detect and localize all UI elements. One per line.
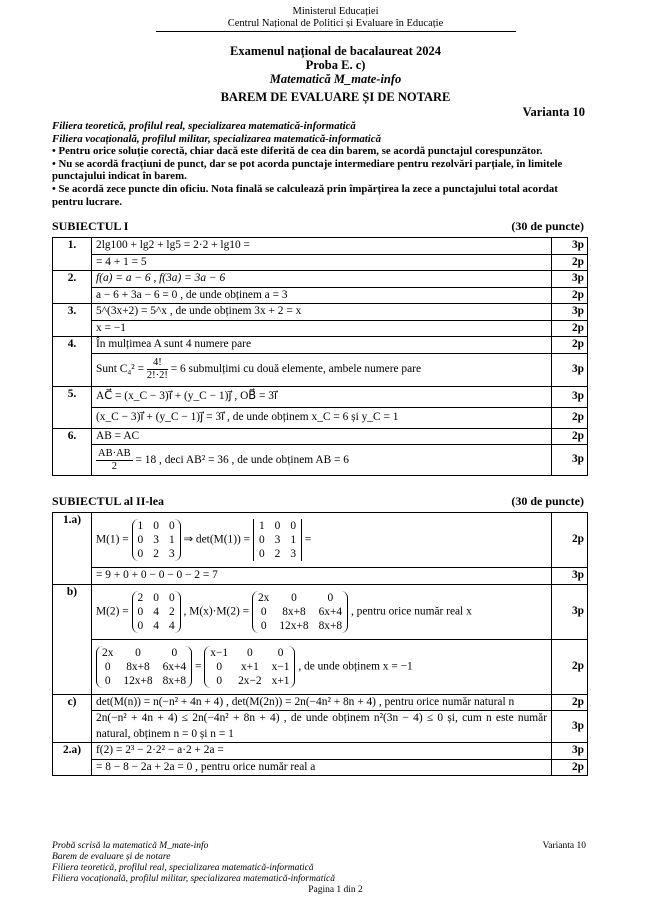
item-number: b)	[53, 584, 92, 694]
table-row	[53, 639, 588, 694]
matrix-entry: 1	[258, 520, 265, 532]
item-number: 5.	[53, 386, 92, 428]
matrix-entry: 4	[153, 605, 159, 618]
matrix-entry: 0	[258, 548, 265, 560]
matrix-entry: 0	[171, 646, 178, 659]
matrix-entry: 8x+8	[126, 660, 150, 673]
matrix-entry: 3	[274, 534, 281, 546]
matrix-entry: 4	[168, 619, 175, 632]
matrix-entry: 0	[260, 605, 267, 618]
subiect-2-table	[52, 512, 588, 776]
footer-line-2: Barem de evaluare și de notare	[52, 852, 171, 862]
table-row	[53, 759, 588, 776]
matrix-label: M(1) =	[96, 533, 129, 546]
intro-bullet-1: • Pentru orice soluție corectă, chiar dacă este diferită de cea din barem, se acordă punctajul corespunzător.	[52, 145, 543, 158]
matrix-entry: 3	[290, 548, 297, 560]
matrix-entry: 6x+4	[162, 660, 187, 673]
points-cell: 3p	[552, 238, 588, 255]
matrix-entry: 3	[168, 548, 175, 560]
solution-line: x = −1	[92, 320, 552, 337]
points-cell: 2p	[552, 513, 588, 568]
points-cell: 2p	[552, 320, 588, 337]
matrix-entry: 2	[274, 548, 281, 560]
solution-line: 5^(3x+2) = 5^x , de unde obținem 3x + 2 = x	[92, 304, 552, 321]
result-text: , de unde obținem x = −1	[298, 660, 413, 673]
matrix-entry: 1	[137, 520, 144, 532]
fraction-numerator: AB·AB	[98, 447, 131, 459]
product-label: , M(x)·M(2) =	[183, 605, 250, 618]
solution-line: f(a) = a − 6 , f(3a) = 3a − 6	[92, 271, 552, 288]
matrix-entry: 0	[153, 520, 159, 532]
solution-line: = 4 + 1 = 5	[92, 254, 552, 271]
matrix-entry: 1	[168, 534, 175, 546]
table-row	[53, 238, 588, 255]
solution-line	[92, 639, 552, 694]
subiect-1-heading	[52, 219, 584, 234]
intro-bullet-3: • Se acordă zece puncte din oficiu. Nota finală se calculează prin împărțirea la zece a punctajului total acordat pentru lucrare.	[52, 182, 558, 208]
matrix-product-rhs	[204, 646, 295, 688]
fraction-denominator: 2!·2!	[146, 370, 168, 381]
matrix-entry: x−1	[271, 660, 290, 673]
subiect-2-heading	[52, 494, 584, 509]
matrix-entry: 8x+8	[282, 605, 306, 618]
table-row	[53, 271, 588, 288]
table-row	[53, 568, 588, 585]
matrix-entry: 1	[290, 534, 297, 546]
points-cell: 2p	[552, 407, 588, 428]
proba-title: Proba E. c)	[305, 58, 366, 72]
matrix-entry: 4	[153, 619, 159, 632]
solution-line	[92, 584, 552, 639]
matrix-entry: 0	[258, 534, 265, 546]
combination-label: Sunt C₄² =	[96, 363, 144, 376]
item-number: c)	[53, 694, 92, 743]
points-cell: 3p	[552, 445, 588, 476]
center-name: Centrul Național de Politici și Evaluare în Educație	[227, 18, 444, 29]
matrix-entry: x+1	[271, 674, 290, 687]
subject-title: Matematică M_mate-info	[269, 72, 402, 86]
points-cell: 3p	[552, 743, 588, 760]
points-cell: 3p	[552, 711, 588, 743]
points-cell: 2p	[552, 759, 588, 776]
table-row	[53, 337, 588, 354]
intro-section	[52, 120, 584, 208]
ministry-name: Ministerul Educației	[292, 6, 379, 17]
points-cell: 2p	[552, 639, 588, 694]
solution-line	[92, 353, 552, 386]
document-footer	[52, 841, 586, 885]
footer-line-1: Probă scrisă la matematică M_mate-info	[52, 841, 209, 851]
subiect-2-points: (30 de puncte)	[511, 494, 584, 508]
solution-line: f(2) = 2³ − 2·2² − a·2 + 2a =	[92, 743, 552, 760]
subiect-1-table	[52, 237, 588, 476]
matrix-entry: 2x	[257, 591, 270, 604]
combination-result: = 6 submulțimi cu două elemente, ambele numere pare	[170, 363, 422, 376]
matrix-entry: 0	[137, 605, 144, 618]
determinant-label: ⇒ det(M(1)) =	[183, 533, 251, 546]
matrix-entry: 0	[290, 520, 297, 532]
matrix-entry: 0	[153, 591, 159, 604]
matrix-entry: 2	[168, 605, 175, 618]
matrix-entry: 2	[137, 591, 144, 604]
matrix-entry: 0	[137, 619, 144, 632]
solution-line: det(M(n)) = n(−n² + 4n + 4) , det(M(2n)) = 2n(−4n² + 8n + 4) , pentru orice număr natural n	[92, 694, 552, 711]
footer-line-4: Filiera vocațională, profilul militar, specializarea matematică-informatică	[52, 874, 335, 884]
table-row	[53, 304, 588, 321]
solution-line	[92, 513, 552, 568]
solution-line: AB = AC	[92, 428, 552, 445]
solution-line: AC⃗ = (x_C − 3)i⃗ + (y_C − 1)j⃗ , OB⃗ = 3i⃗	[92, 386, 552, 407]
item-number: 1.	[53, 238, 92, 271]
matrix-entry: 8x+8	[162, 674, 187, 687]
item-number: 4.	[53, 337, 92, 387]
points-cell: 2p	[552, 254, 588, 271]
matrix-entry: 0	[137, 534, 144, 546]
fraction	[96, 448, 133, 473]
varianta-label: Varianta 10	[522, 105, 585, 119]
item-number: 6.	[53, 428, 92, 476]
matrix-entry: 0	[327, 591, 334, 604]
page-number: Pagina 1 din 2	[308, 885, 363, 895]
matrix-entry: 0	[291, 591, 297, 604]
matrix-entry: 0	[216, 674, 223, 687]
solution-line: a − 6 + 3a − 6 = 0 , de unde obținem a = 3	[92, 287, 552, 304]
area-result: = 18 , deci AB² = 36 , de unde obținem AB = 6	[135, 453, 349, 466]
subiect-1-points: (30 de puncte)	[511, 219, 584, 233]
table-row	[53, 428, 588, 445]
solution-line	[92, 445, 552, 476]
matrix-entry: 0	[274, 520, 281, 532]
matrix-label: M(2) =	[96, 605, 129, 618]
points-cell: 2p	[552, 337, 588, 354]
points-cell: 2p	[552, 287, 588, 304]
table-row	[53, 711, 588, 743]
matrix-entry: x−1	[210, 646, 229, 659]
subiect-2-title: SUBIECTUL al II-lea	[52, 494, 165, 508]
matrix-m2	[132, 591, 181, 633]
matrix-product-lhs	[96, 646, 192, 688]
points-cell: 3p	[552, 584, 588, 639]
matrix-entry: 2x	[102, 646, 114, 659]
matrix-entry: 0	[168, 591, 175, 604]
solution-line: În mulțimea A sunt 4 numere pare	[92, 337, 552, 354]
matrix-entry: 0	[104, 660, 111, 673]
document-header	[0, 6, 671, 104]
table-row	[53, 407, 588, 428]
points-cell: 2p	[552, 428, 588, 445]
matrix-entry: 2	[153, 548, 159, 560]
points-cell: 3p	[552, 271, 588, 288]
subiect-1-title: SUBIECTUL I	[52, 219, 129, 233]
solution-line: = 9 + 0 + 0 − 0 − 0 − 2 = 7	[92, 568, 552, 585]
matrix-entry: 12x+8	[123, 674, 153, 687]
solution-line: = 8 − 8 − 2a + 2a = 0 , pentru orice număr real a	[92, 759, 552, 776]
item-number: 1.a)	[53, 513, 92, 585]
matrix-entry: 8x+8	[318, 619, 343, 632]
equals-sign: =	[304, 533, 312, 546]
solution-line: 2lg100 + lg2 + lg5 = 2·2 + lg10 =	[92, 238, 552, 255]
item-number: 3.	[53, 304, 92, 337]
solution-line: (x_C − 3)i⃗ + (y_C − 1)j⃗ = 3i⃗ , de unde obținem x_C = 6 și y_C = 1	[92, 407, 552, 428]
matrix-entry: x+1	[240, 660, 259, 673]
matrix-entry: 0	[216, 660, 223, 673]
table-row	[53, 320, 588, 337]
barem-title: BAREM DE EVALUARE ȘI DE NOTARE	[220, 90, 451, 104]
table-row	[53, 445, 588, 476]
table-row	[53, 287, 588, 304]
fraction-denominator: 2	[111, 460, 117, 472]
intro-bullet-2: • Nu se acordă fracțiuni de punct, dar se pot acorda punctaje intermediare pentru rezolvări parțiale, în limitele punctajului indicat în barem.	[52, 157, 563, 183]
matrix-entry: 0	[168, 520, 175, 532]
matrix-product	[252, 591, 348, 633]
matrix-entry: 0	[247, 646, 253, 659]
fraction-numerator: 4!	[147, 357, 168, 370]
points-cell: 2p	[552, 694, 588, 711]
table-row	[53, 584, 588, 639]
table-row	[53, 694, 588, 711]
table-row	[53, 386, 588, 407]
matrix-entry: 2x−2	[238, 674, 262, 687]
points-cell: 3p	[552, 353, 588, 386]
matrix-entry: 3	[153, 534, 159, 546]
intro-filiera-2: Filiera vocațională, profilul militar, specializarea matematică-informatică	[52, 132, 381, 145]
table-row	[53, 254, 588, 271]
footer-varianta: Varianta 10	[542, 841, 586, 851]
matrix-entry: 0	[104, 674, 111, 687]
table-row	[53, 353, 588, 386]
equals-sign: =	[194, 660, 202, 673]
points-cell: 3p	[552, 304, 588, 321]
item-number: 2.	[53, 271, 92, 304]
item-number: 2.a)	[53, 743, 92, 776]
matrix-entry: 12x+8	[279, 619, 309, 632]
table-row	[53, 513, 588, 568]
footer-line-3: Filiera teoretică, profilul real, specializarea matematică-informatică	[52, 863, 314, 873]
matrix-entry: 6x+4	[318, 605, 343, 618]
table-row	[53, 743, 588, 760]
intro-filiera-1: Filiera teoretică, profilul real, specializarea matematică-informatică	[52, 120, 356, 132]
points-cell: 3p	[552, 386, 588, 407]
matrix-entry: 0	[137, 548, 144, 560]
matrix-m1	[132, 519, 181, 561]
matrix-entry: 0	[277, 646, 284, 659]
solution-line: 2n(−n² + 4n + 4) ≤ 2n(−4n² + 8n + 4) , de unde obținem n²(3n − 4) ≤ 0 și, cum n este număr natural, obținem n = 0 și n = 1	[92, 711, 552, 743]
matrix-entry: 0	[260, 619, 267, 632]
fraction	[147, 357, 168, 382]
exam-title: Examenul național de bacalaureat 2024	[230, 44, 441, 58]
matrix-entry: 0	[135, 646, 141, 659]
points-cell: 3p	[552, 568, 588, 585]
condition-text: , pentru orice număr real x	[350, 605, 472, 618]
determinant-m1	[253, 519, 302, 561]
